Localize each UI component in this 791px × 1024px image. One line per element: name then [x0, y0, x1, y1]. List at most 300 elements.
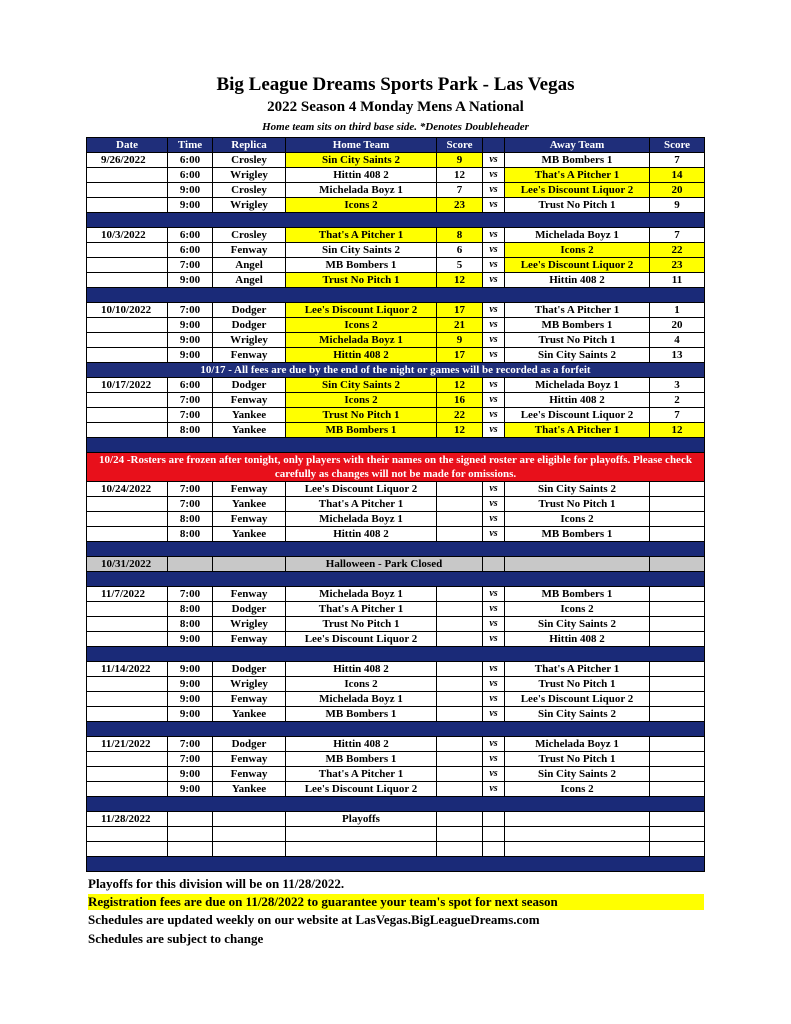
date-cell: 11/21/2022 [87, 737, 168, 752]
time-cell: 9:00 [168, 318, 213, 333]
vs-cell: vs [483, 333, 505, 348]
home-score-cell: 12 [437, 378, 483, 393]
divider-cell [87, 647, 705, 662]
divider-row [87, 438, 705, 453]
away-team-cell: Sin City Saints 2 [505, 767, 650, 782]
game-row [87, 423, 705, 438]
home-team-cell: MB Bombers 1 [286, 752, 437, 767]
game-row [87, 393, 705, 408]
away-score-cell: 22 [650, 243, 705, 258]
col-header-date: Date [87, 138, 168, 153]
field-cell [213, 842, 286, 857]
home-team-cell: That's A Pitcher 1 [286, 228, 437, 243]
away-score-cell [650, 662, 705, 677]
home-team-cell: Hittin 408 2 [286, 662, 437, 677]
game-row [87, 707, 705, 722]
field-cell: Fenway [213, 752, 286, 767]
home-score-cell [437, 632, 483, 647]
away-team-cell: Lee's Discount Liquor 2 [505, 692, 650, 707]
away-team-cell [505, 827, 650, 842]
home-score-cell [437, 677, 483, 692]
away-team-cell: That's A Pitcher 1 [505, 168, 650, 183]
home-team-cell: Icons 2 [286, 393, 437, 408]
vs-cell: vs [483, 512, 505, 527]
date-cell: 10/17/2022 [87, 378, 168, 393]
away-team-cell: Trust No Pitch 1 [505, 677, 650, 692]
away-team-cell: That's A Pitcher 1 [505, 303, 650, 318]
home-team-cell: Icons 2 [286, 318, 437, 333]
game-row [87, 348, 705, 363]
away-team-cell: Hittin 408 2 [505, 632, 650, 647]
field-cell: Wrigley [213, 168, 286, 183]
time-cell: 6:00 [168, 153, 213, 168]
field-cell: Fenway [213, 393, 286, 408]
vs-cell: vs [483, 677, 505, 692]
home-score-cell: 12 [437, 273, 483, 288]
home-team-cell: Michelada Boyz 1 [286, 692, 437, 707]
time-cell: 8:00 [168, 423, 213, 438]
schedule-table [86, 137, 705, 872]
date-cell [87, 767, 168, 782]
vs-cell: vs [483, 393, 505, 408]
field-cell: Angel [213, 273, 286, 288]
game-row [87, 482, 705, 497]
away-score-cell [650, 767, 705, 782]
game-row [87, 812, 705, 827]
away-score-cell: 7 [650, 408, 705, 423]
home-team-cell: Lee's Discount Liquor 2 [286, 782, 437, 797]
field-cell: Wrigley [213, 617, 286, 632]
game-row [87, 497, 705, 512]
game-row [87, 512, 705, 527]
home-score-cell: 8 [437, 228, 483, 243]
date-cell [87, 602, 168, 617]
game-row [87, 273, 705, 288]
field-cell: Dodger [213, 303, 286, 318]
time-cell: 6:00 [168, 378, 213, 393]
away-score-cell: 7 [650, 228, 705, 243]
vs-cell: vs [483, 527, 505, 542]
home-team-cell: Sin City Saints 2 [286, 243, 437, 258]
away-score-cell: 2 [650, 393, 705, 408]
away-score-cell [650, 827, 705, 842]
page-title: Big League Dreams Sports Park - Las Vegas [216, 74, 575, 95]
game-row [87, 752, 705, 767]
home-team-cell: Hittin 408 2 [286, 527, 437, 542]
time-cell: 7:00 [168, 497, 213, 512]
time-cell: 9:00 [168, 333, 213, 348]
date-cell [87, 842, 168, 857]
closed-row [87, 557, 705, 572]
home-team-note: Home team sits on third base side. *Denotes Doubleheader [262, 121, 529, 133]
away-team-cell: Sin City Saints 2 [505, 348, 650, 363]
time-cell: 8:00 [168, 527, 213, 542]
home-team-cell: Hittin 408 2 [286, 348, 437, 363]
divider-cell [87, 857, 705, 872]
home-team-cell: Sin City Saints 2 [286, 378, 437, 393]
game-row [87, 153, 705, 168]
vs-cell: vs [483, 482, 505, 497]
time-cell: 9:00 [168, 782, 213, 797]
away-score-cell [650, 632, 705, 647]
home-score-cell [437, 662, 483, 677]
home-score-cell: 9 [437, 153, 483, 168]
game-row [87, 827, 705, 842]
vs-cell [483, 827, 505, 842]
field-cell: Dodger [213, 318, 286, 333]
game-row [87, 183, 705, 198]
field-cell: Fenway [213, 348, 286, 363]
away-team-cell: MB Bombers 1 [505, 153, 650, 168]
date-cell [87, 333, 168, 348]
field-cell: Fenway [213, 692, 286, 707]
date-cell [87, 827, 168, 842]
away-score-cell: 7 [650, 153, 705, 168]
home-score-cell [437, 707, 483, 722]
time-cell: 7:00 [168, 408, 213, 423]
time-cell: 9:00 [168, 198, 213, 213]
away-score-cell: 20 [650, 183, 705, 198]
away-score-cell: 12 [650, 423, 705, 438]
away-team-cell: Icons 2 [505, 243, 650, 258]
home-score-cell: 7 [437, 183, 483, 198]
game-row [87, 587, 705, 602]
home-team-cell: Trust No Pitch 1 [286, 408, 437, 423]
time-cell: 7:00 [168, 393, 213, 408]
divider-row [87, 857, 705, 872]
away-score-cell: 23 [650, 258, 705, 273]
date-cell: 11/7/2022 [87, 587, 168, 602]
away-team-cell: Lee's Discount Liquor 2 [505, 408, 650, 423]
away-team-cell: Michelada Boyz 1 [505, 378, 650, 393]
page-subtitle: 2022 Season 4 Monday Mens A National [267, 99, 524, 115]
away-team-cell: Sin City Saints 2 [505, 482, 650, 497]
divider-cell [87, 572, 705, 587]
time-cell: 9:00 [168, 183, 213, 198]
field-cell [213, 827, 286, 842]
home-score-cell [437, 497, 483, 512]
col-header-vs [483, 138, 505, 153]
home-team-cell: Sin City Saints 2 [286, 153, 437, 168]
away-team-cell: Trust No Pitch 1 [505, 333, 650, 348]
home-score-cell: 23 [437, 198, 483, 213]
time-cell [168, 812, 213, 827]
home-score-cell: 16 [437, 393, 483, 408]
time-cell: 6:00 [168, 168, 213, 183]
notice-row [87, 363, 705, 378]
game-row [87, 767, 705, 782]
home-team-cell [286, 842, 437, 857]
closed-text: Halloween - Park Closed [286, 557, 483, 572]
time-cell: 9:00 [168, 273, 213, 288]
away-score-cell [650, 602, 705, 617]
date-cell [87, 258, 168, 273]
field-cell: Wrigley [213, 333, 286, 348]
away-score-cell [650, 737, 705, 752]
divider-row [87, 213, 705, 228]
vs-cell: vs [483, 348, 505, 363]
game-row [87, 243, 705, 258]
away-team-cell: Trust No Pitch 1 [505, 497, 650, 512]
game-row [87, 228, 705, 243]
away-score-cell [650, 692, 705, 707]
game-row [87, 258, 705, 273]
away-score-cell: 11 [650, 273, 705, 288]
away-team-cell: That's A Pitcher 1 [505, 662, 650, 677]
game-row [87, 692, 705, 707]
date-cell [87, 168, 168, 183]
home-score-cell [437, 767, 483, 782]
col-header-time: Time [168, 138, 213, 153]
away-score-cell [650, 482, 705, 497]
date-cell: 10/3/2022 [87, 228, 168, 243]
game-row [87, 617, 705, 632]
date-cell [87, 243, 168, 258]
col-header-away-score: Score [650, 138, 705, 153]
divider-cell [87, 542, 705, 557]
date-cell [87, 632, 168, 647]
home-team-cell: Lee's Discount Liquor 2 [286, 482, 437, 497]
divider-row [87, 722, 705, 737]
vs-cell: vs [483, 737, 505, 752]
date-cell [87, 423, 168, 438]
game-row [87, 168, 705, 183]
away-team-cell: Trust No Pitch 1 [505, 198, 650, 213]
divider-cell [87, 797, 705, 812]
time-cell: 6:00 [168, 243, 213, 258]
home-score-cell [437, 602, 483, 617]
away-score-cell [650, 512, 705, 527]
away-score-cell [650, 617, 705, 632]
vs-cell: vs [483, 752, 505, 767]
vs-cell: vs [483, 782, 505, 797]
vs-cell: vs [483, 258, 505, 273]
footer-playoffs: Playoffs for this division will be on 11/28/2022. [88, 876, 345, 891]
alert-text: 10/24 -Rosters are frozen after tonight, only players with their names on the signed roster are eligible for playoffs. Please check carefully as changes will not be made for omissions. [87, 453, 705, 482]
time-cell: 9:00 [168, 677, 213, 692]
col-header-replica: Replica [213, 138, 286, 153]
col-header-home-score: Score [437, 138, 483, 153]
home-score-cell [437, 812, 483, 827]
vs-cell: vs [483, 153, 505, 168]
field-cell: Fenway [213, 512, 286, 527]
vs-cell: vs [483, 273, 505, 288]
vs-cell: vs [483, 632, 505, 647]
home-score-cell [437, 692, 483, 707]
home-score-cell [437, 482, 483, 497]
field-cell: Fenway [213, 632, 286, 647]
col-header-away-team: Away Team [505, 138, 650, 153]
home-score-cell [437, 782, 483, 797]
col-header-home-team: Home Team [286, 138, 437, 153]
date-cell [87, 497, 168, 512]
vs-cell: vs [483, 497, 505, 512]
vs-cell: vs [483, 408, 505, 423]
home-score-cell: 21 [437, 318, 483, 333]
vs-cell: vs [483, 183, 505, 198]
home-team-cell: MB Bombers 1 [286, 423, 437, 438]
game-row [87, 527, 705, 542]
home-score-cell [437, 752, 483, 767]
vs-cell: vs [483, 378, 505, 393]
empty-cell [650, 557, 705, 572]
date-cell [87, 183, 168, 198]
field-cell: Crosley [213, 183, 286, 198]
field-cell: Yankee [213, 707, 286, 722]
away-team-cell: Michelada Boyz 1 [505, 737, 650, 752]
away-team-cell: Hittin 408 2 [505, 273, 650, 288]
footer-website: Schedules are updated weekly on our website at LasVegas.BigLeagueDreams.com [88, 912, 540, 927]
away-score-cell [650, 752, 705, 767]
date-cell [87, 707, 168, 722]
home-score-cell [437, 827, 483, 842]
time-cell: 7:00 [168, 258, 213, 273]
home-team-cell: Michelada Boyz 1 [286, 183, 437, 198]
home-score-cell: 5 [437, 258, 483, 273]
home-score-cell: 17 [437, 303, 483, 318]
away-team-cell: MB Bombers 1 [505, 318, 650, 333]
game-row [87, 737, 705, 752]
header-row [87, 138, 705, 153]
date-cell: 11/28/2022 [87, 812, 168, 827]
divider-cell [87, 438, 705, 453]
home-team-cell: Hittin 408 2 [286, 168, 437, 183]
game-row [87, 408, 705, 423]
away-team-cell: MB Bombers 1 [505, 527, 650, 542]
game-row [87, 333, 705, 348]
date-cell [87, 782, 168, 797]
date-cell [87, 752, 168, 767]
date-cell [87, 273, 168, 288]
vs-cell: vs [483, 243, 505, 258]
time-cell: 9:00 [168, 692, 213, 707]
away-team-cell: Sin City Saints 2 [505, 617, 650, 632]
away-score-cell [650, 587, 705, 602]
away-team-cell: Icons 2 [505, 602, 650, 617]
divider-row [87, 542, 705, 557]
vs-cell: vs [483, 767, 505, 782]
date-cell: 10/10/2022 [87, 303, 168, 318]
date-cell [87, 348, 168, 363]
vs-cell: vs [483, 617, 505, 632]
field-cell: Fenway [213, 587, 286, 602]
away-team-cell: Trust No Pitch 1 [505, 752, 650, 767]
home-team-cell: Playoffs [286, 812, 437, 827]
time-cell: 9:00 [168, 707, 213, 722]
home-score-cell [437, 737, 483, 752]
field-cell: Dodger [213, 602, 286, 617]
field-cell: Dodger [213, 662, 286, 677]
time-cell: 7:00 [168, 303, 213, 318]
home-team-cell: Icons 2 [286, 198, 437, 213]
field-cell: Wrigley [213, 198, 286, 213]
time-cell: 7:00 [168, 752, 213, 767]
divider-row [87, 797, 705, 812]
time-cell: 8:00 [168, 617, 213, 632]
home-score-cell [437, 842, 483, 857]
game-row [87, 303, 705, 318]
time-cell: 7:00 [168, 482, 213, 497]
away-score-cell: 9 [650, 198, 705, 213]
away-score-cell [650, 677, 705, 692]
field-cell: Yankee [213, 408, 286, 423]
away-team-cell: Michelada Boyz 1 [505, 228, 650, 243]
date-cell: 10/24/2022 [87, 482, 168, 497]
divider-row [87, 647, 705, 662]
away-team-cell [505, 812, 650, 827]
away-team-cell: Lee's Discount Liquor 2 [505, 258, 650, 273]
home-score-cell [437, 512, 483, 527]
vs-cell: vs [483, 198, 505, 213]
empty-cell [168, 557, 213, 572]
date-cell [87, 512, 168, 527]
field-cell: Yankee [213, 423, 286, 438]
home-team-cell: MB Bombers 1 [286, 707, 437, 722]
away-team-cell: Sin City Saints 2 [505, 707, 650, 722]
date-cell [87, 198, 168, 213]
vs-cell [483, 812, 505, 827]
away-score-cell: 1 [650, 303, 705, 318]
field-cell: Wrigley [213, 677, 286, 692]
vs-cell: vs [483, 318, 505, 333]
empty-cell [483, 557, 505, 572]
vs-cell: vs [483, 602, 505, 617]
date-cell [87, 393, 168, 408]
time-cell: 9:00 [168, 767, 213, 782]
home-score-cell: 9 [437, 333, 483, 348]
game-row [87, 198, 705, 213]
field-cell: Fenway [213, 767, 286, 782]
empty-cell [213, 557, 286, 572]
date-cell: 9/26/2022 [87, 153, 168, 168]
home-score-cell: 17 [437, 348, 483, 363]
time-cell: 8:00 [168, 512, 213, 527]
time-cell: 9:00 [168, 662, 213, 677]
footer-registration: Registration fees are due on 11/28/2022 to guarantee your team's spot for next season [88, 894, 704, 910]
field-cell: Dodger [213, 737, 286, 752]
home-team-cell: Lee's Discount Liquor 2 [286, 303, 437, 318]
vs-cell: vs [483, 707, 505, 722]
vs-cell: vs [483, 662, 505, 677]
away-score-cell [650, 782, 705, 797]
field-cell: Dodger [213, 378, 286, 393]
field-cell: Crosley [213, 228, 286, 243]
date-cell: 10/31/2022 [87, 557, 168, 572]
home-team-cell: Michelada Boyz 1 [286, 587, 437, 602]
time-cell: 7:00 [168, 737, 213, 752]
away-score-cell [650, 707, 705, 722]
away-team-cell: That's A Pitcher 1 [505, 423, 650, 438]
date-cell [87, 677, 168, 692]
vs-cell: vs [483, 228, 505, 243]
date-cell [87, 318, 168, 333]
vs-cell [483, 842, 505, 857]
game-row [87, 632, 705, 647]
home-team-cell: That's A Pitcher 1 [286, 497, 437, 512]
game-row [87, 782, 705, 797]
time-cell: 9:00 [168, 632, 213, 647]
away-score-cell: 3 [650, 378, 705, 393]
field-cell: Angel [213, 258, 286, 273]
time-cell: 9:00 [168, 348, 213, 363]
date-cell [87, 527, 168, 542]
field-cell: Fenway [213, 243, 286, 258]
game-row [87, 378, 705, 393]
home-team-cell: Michelada Boyz 1 [286, 333, 437, 348]
field-cell: Fenway [213, 482, 286, 497]
divider-row [87, 572, 705, 587]
time-cell [168, 842, 213, 857]
